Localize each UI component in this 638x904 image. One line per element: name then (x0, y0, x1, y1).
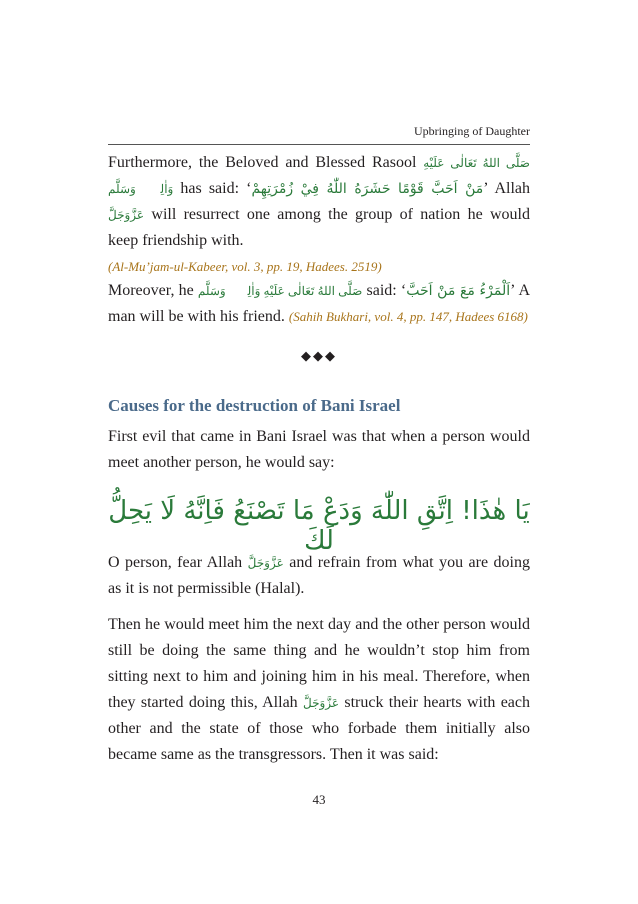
section-divider: ◆◆◆ (301, 348, 337, 363)
honorific-azzawajal: عَزَّوَجَلَّ (108, 208, 145, 222)
running-header: Upbringing of Daughter (414, 124, 530, 138)
header-rule (108, 144, 530, 145)
paragraph-explanation: Then he would meet him the next day and the other person would still be doing the same thing and he wouldn’t stop him from sitting next to him and joining him in his meal. Therefore, when they started doing this, Allah عَزَّوَجَلَّ struck their hearts with each other and the state of those who forbade them initially also became same as the transgressors. Then it was said: (108, 616, 531, 763)
honorific-azzawajal: عَزَّوَجَلَّ (302, 696, 340, 710)
reference-citation: (Sahih Bukhari, vol. 4, pp. 147, Hadees 6168) (288, 309, 528, 324)
paragraph-hadith-friendship: Furthermore, the Beloved and Blessed Rasool صَلَّى اللهُ تَعَالٰى عَلَيْهِ وَاٰلِهٖ وَسَلَّم has said: ‘مَنْ اَحَبَّ قَوْمًا حَشَرَهُ اللّٰهُ فِيْ زُمْرَتِهِمْ’ Allah عَزَّوَجَلَّ will resurrect one among the group of nation he would keep friendship with. (Al-Mu’jam-ul-Kabeer, vol. 3, pp. 19, Hadees. 2519) (108, 150, 530, 280)
arabic-quote: مَنْ اَحَبَّ قَوْمًا حَشَرَهُ اللّٰهُ فِيْ زُمْرَتِهِمْ (251, 181, 484, 197)
section-heading: Causes for the destruction of Bani Israel (108, 396, 401, 415)
arabic-quote: اَلْمَرْءُ مَعَ مَنْ اَحَبَّ (406, 283, 511, 299)
arabic-hadith: يَا هٰذَا! اِتَّقِ اللّٰهَ وَدَعْ مَا تَصْنَعُ فَاِنَّهُ لَا يَحِلُّ لَكَ (108, 496, 530, 556)
paragraph-man-with-friend: Moreover, he صَلَّى اللهُ تَعَالٰى عَلَيْهِ وَاٰلِهٖ وَسَلَّم said: ‘اَلْمَرْءُ مَعَ مَنْ اَحَبَّ’ A man will be with his friend. (Sahih Bukhari, vol. 4, pp. 147, Hadees 6168) (108, 282, 530, 325)
honorific-salutation: صَلَّى اللهُ تَعَالٰى عَلَيْهِ وَاٰلِهٖ وَسَلَّم (197, 284, 363, 298)
reference-citation: (Al-Mu’jam-ul-Kabeer, vol. 3, pp. 19, Hadees. 2519) (108, 259, 382, 274)
page-number: 43 (312, 792, 326, 807)
paragraph-first-evil: First evil that came in Bani Israel was that when a person would meet another person, he would say: (108, 428, 530, 471)
honorific-azzawajal: عَزَّوَجَلَّ (247, 556, 284, 570)
paragraph-translation: O person, fear Allah عَزَّوَجَلَّ and refrain from what you are doing as it is not permissible (Halal). (108, 554, 531, 597)
honorific-salutation: صَلَّى اللهُ تَعَالٰى عَلَيْهِ وَاٰلِهٖ وَسَلَّم (108, 156, 530, 196)
